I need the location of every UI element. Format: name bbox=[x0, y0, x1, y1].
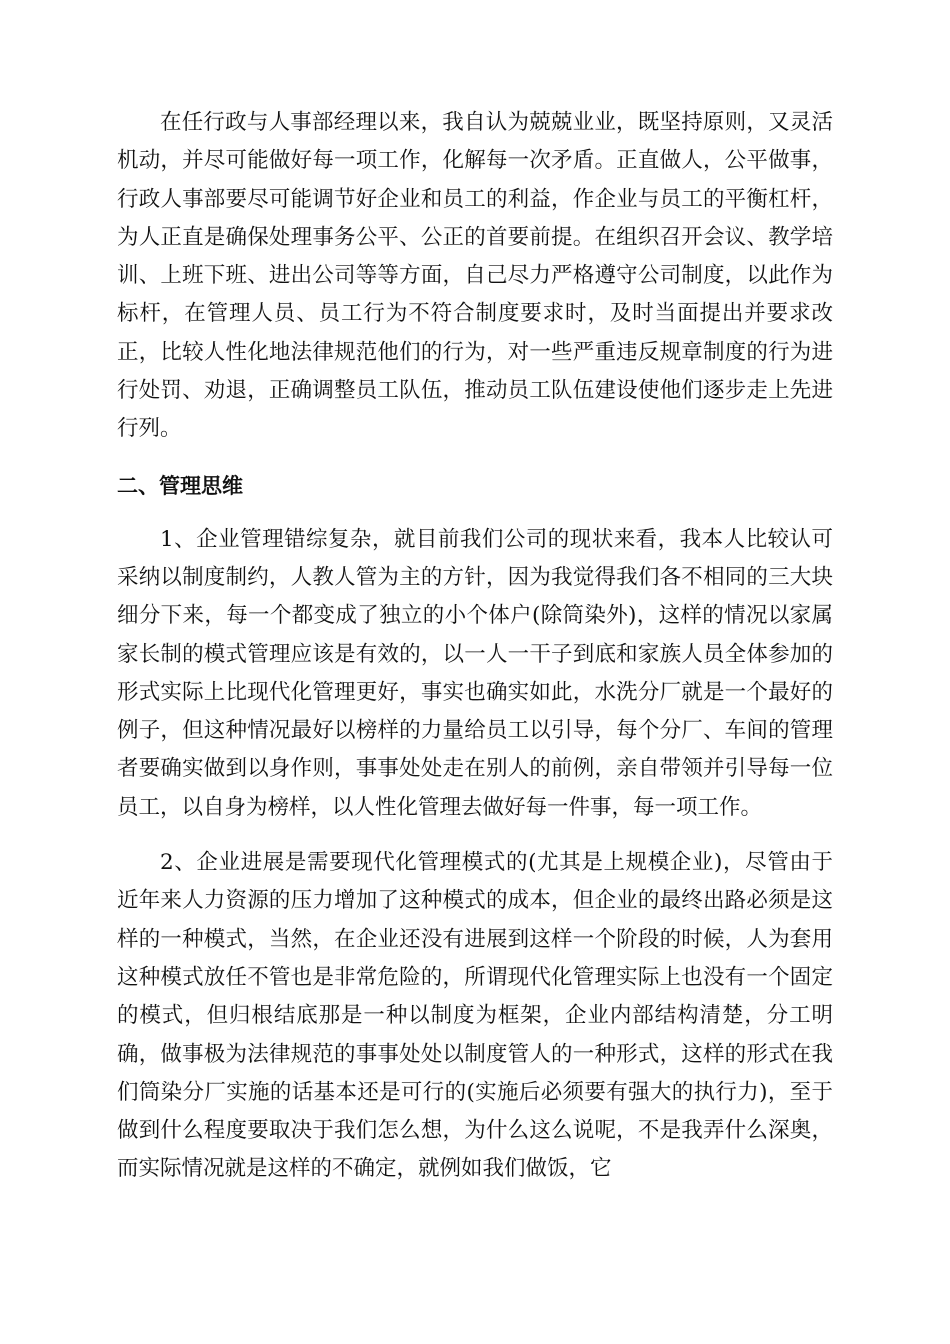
paragraph-2: 2、企业进展是需要现代化管理模式的(尤其是上规模企业)，尽管由于近年来人力资源的压力增加了这种模式的成本，但企业的最终出路必须是这样的一种模式，当然，在企业还没有进展到这样一个阶段的时候，人为套用这种模式放任不管也是非常危险的，所谓现代化管理实际上也没有一个固定的模式，但归根结底那是一种以制度为框架，企业内部结构清楚，分工明确，做事极为法律规范的事事处处以制度管人的一种形式，这样的形式在我们筒染分厂实施的话基本还是可行的(实施后必须要有强大的执行力)，至于做到什么程度要取决于我们怎么想，为什么这么说呢，不是我弄什么深奥，而实际情况就是这样的不确定，就例如我们做饭，它 bbox=[117, 850, 833, 1182]
document-body bbox=[117, 104, 833, 1189]
paragraph-spacer bbox=[117, 827, 833, 844]
intro-paragraph: 在任行政与人事部经理以来，我自认为兢兢业业，既坚持原则，又灵活机动，并尽可能做好每一项工作，化解每一次矛盾。正直做人，公平做事，行政人事部要尽可能调节好企业和员工的利益，作企业与员工的平衡杠杆，为人正直是确保处理事务公平、公正的首要前提。在组织召开会议、教学培训、上班下班、进出公司等等方面，自己尽力严格遵守公司制度，以此作为标杆，在管理人员、员工行为不符合制度要求时，及时当面提出并要求改正，比较人性化地法律规范他们的行为，对一些严重违反规章制度的行为进行处罚、劝退，正确调整员工队伍，推动员工队伍建设使他们逐步走上先进行列。 bbox=[117, 110, 833, 442]
paragraph-1: 1、企业管理错综复杂，就目前我们公司的现状来看，我本人比较认可采纳以制度制约，人教人管为主的方针，因为我觉得我们各不相同的三大块细分下来，每一个都变成了独立的小个体户(除筒染外)，这样的情况以家属家长制的模式管理应该是有效的，以一人一干子到底和家族人员全体参加的形式实际上比现代化管理更好，事实也确实如此，水洗分厂就是一个最好的例子，但这种情况最好以榜样的力量给员工以引导，每个分厂、车间的管理者要确实做到以身作则，事事处处走在别人的前例，亲自带领并引导每一位员工，以自身为榜样，以人性化管理去做好每一件事，每一项工作。 bbox=[117, 526, 833, 820]
section-heading: 二、管理思维 bbox=[117, 473, 243, 498]
